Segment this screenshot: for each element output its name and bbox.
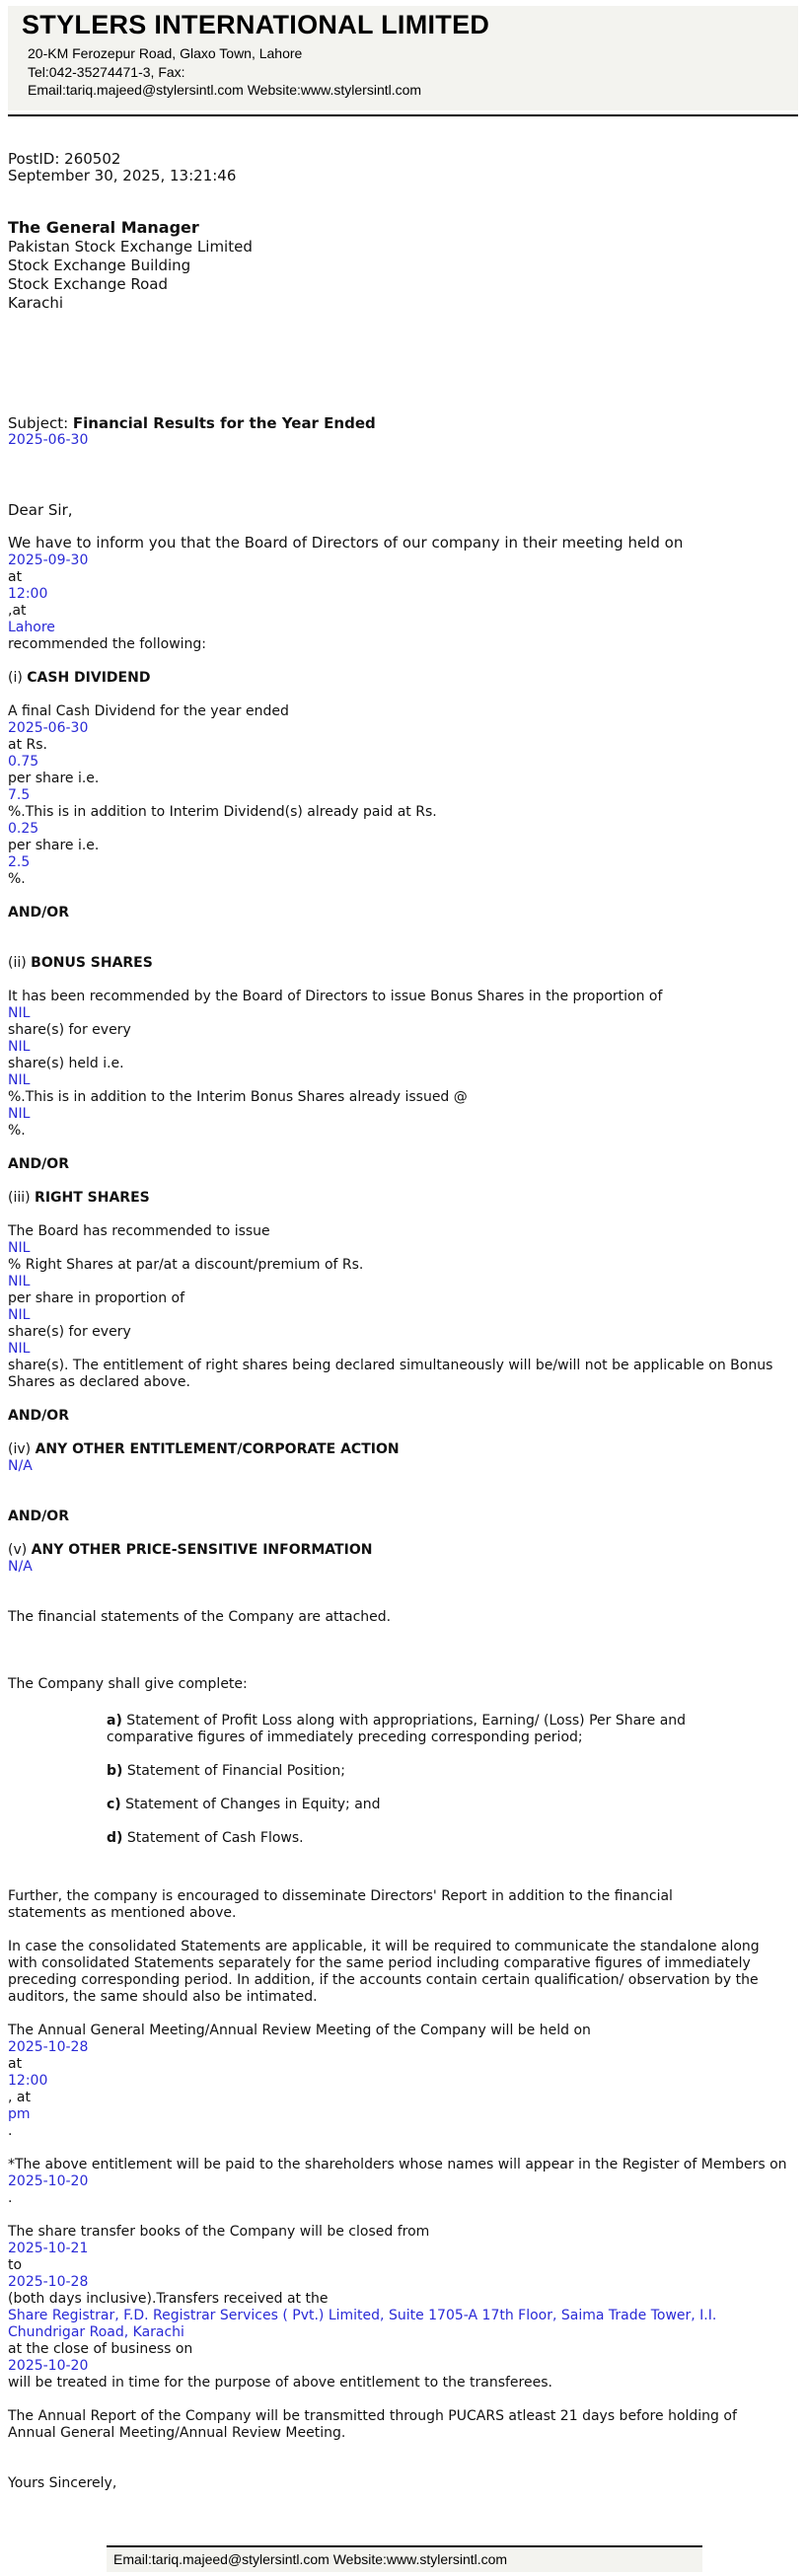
entitlement-date: 2025-10-20 xyxy=(8,2173,89,2189)
agm-place: pm xyxy=(8,2106,31,2122)
annual-report-paragraph: The Annual Report of the Company will be transmitted through PUCARS atleast 21 days before holding of Annual General Meeting/Annual Review Meeting. xyxy=(8,2408,737,2441)
closing-text: Yours Sincerely, xyxy=(8,2475,117,2491)
registrar-address: Chundrigar Road, Karachi xyxy=(8,2324,184,2340)
addressee-line: Karachi xyxy=(8,294,64,312)
agm-text: The Annual General Meeting/Annual Review Meeting of the Company will be held on xyxy=(8,2023,591,2038)
item-label: d) xyxy=(107,1830,123,1846)
subject-prefix: Subject: xyxy=(8,414,73,432)
consolidated-paragraph: In case the consolidated Statements are applicable, it will be required to communicate the standalone along with consolidated Statements separately for the same period including comparative figures of immediately preceding corresponding period. In addition, if the accounts contain certain qualification/ observation by the auditors, the same should also be intimated. xyxy=(8,1939,760,2005)
and-or-label: AND/OR xyxy=(8,1509,69,1524)
item-label: a) xyxy=(107,1713,122,1729)
company-phone: Tel:042-35274471-3, Fax: xyxy=(28,64,185,80)
bonus-value: NIL xyxy=(8,1106,31,1122)
item-text: Statement of Profit Loss along with appropriations, Earning/ (Loss) Per Share and comparative figures of immediately preceding corresponding period; xyxy=(107,1713,687,1745)
bonus-value: NIL xyxy=(8,1005,31,1021)
books-close-text: at the close of business on xyxy=(8,2341,193,2357)
recommended-text: recommended the following: xyxy=(8,636,207,652)
registrar-address: Share Registrar, F.D. Registrar Services ( Pvt.) Limited, Suite 1705-A 17th Floor, Saima Trade Tower, I.I. xyxy=(8,2308,717,2323)
cash-dividend-heading xyxy=(8,670,150,687)
section-number: (v) xyxy=(8,1542,32,1558)
price-sensitive-value: N/A xyxy=(8,1559,33,1575)
letterhead xyxy=(8,6,798,110)
section-number: (iv) xyxy=(8,1441,36,1457)
addressee-title: The General Manager xyxy=(8,218,199,237)
statement-item-a xyxy=(107,1713,768,1746)
agm-at: , at xyxy=(8,2090,31,2105)
section-title: BONUS SHARES xyxy=(31,955,153,971)
further-paragraph: Further, the company is encouraged to disseminate Directors' Report in addition to the financial statements as mentioned above. xyxy=(8,1888,673,1921)
section-title: ANY OTHER ENTITLEMENT/CORPORATE ACTION xyxy=(35,1441,400,1457)
statement-item-d xyxy=(107,1830,768,1847)
and-or-label: AND/OR xyxy=(8,1156,69,1172)
item-text: Statement of Changes in Equity; and xyxy=(120,1797,381,1812)
cash-pct-value: 7.5 xyxy=(8,787,31,803)
subject-title: Financial Results for the Year Ended xyxy=(72,414,376,432)
and-or-label: AND/OR xyxy=(8,905,69,920)
addressee-line: Pakistan Stock Exchange Limited xyxy=(8,238,253,256)
books-from-date: 2025-10-21 xyxy=(8,2241,89,2256)
give-complete-text: The Company shall give complete: xyxy=(8,1676,248,1692)
books-inclusive: (both days inclusive).Transfers received at the xyxy=(8,2291,329,2307)
right-value: NIL xyxy=(8,1274,31,1289)
right-line: Shares as declared above. xyxy=(8,1374,190,1390)
item-label: b) xyxy=(107,1763,123,1779)
section-number: (ii) xyxy=(8,955,32,971)
footer-contact: Email:tariq.majeed@stylersintl.com Website:www.stylersintl.com xyxy=(113,2551,508,2567)
cash-line: at Rs. xyxy=(8,737,47,753)
salutation: Dear Sir, xyxy=(8,501,73,519)
footer-divider xyxy=(107,2545,702,2547)
addressee-line: Stock Exchange Building xyxy=(8,257,191,274)
bonus-line: %. xyxy=(8,1123,26,1139)
statements-attached: The financial statements of the Company are attached. xyxy=(8,1609,392,1625)
books-close-date: 2025-10-20 xyxy=(8,2358,89,2374)
entitlement-text: *The above entitlement will be paid to the shareholders whose names will appear in the Register of Members on xyxy=(8,2157,787,2172)
entitlement-end: . xyxy=(8,2190,13,2206)
right-line: % Right Shares at par/at a discount/premium of Rs. xyxy=(8,1257,364,1273)
cash-line: A final Cash Dividend for the year ended xyxy=(8,703,289,719)
books-text: The share transfer books of the Company will be closed from xyxy=(8,2224,430,2240)
right-value: NIL xyxy=(8,1240,31,1256)
right-line: share(s). The entitlement of right shares being declared simultaneously will be/will not be applicable on Bonus xyxy=(8,1358,773,1373)
other-entitlement-value: N/A xyxy=(8,1458,33,1474)
meeting-time: 12:00 xyxy=(8,586,48,602)
cash-line: %.This is in addition to Interim Dividend(s) already paid at Rs. xyxy=(8,804,437,820)
agm-date: 2025-10-28 xyxy=(8,2039,89,2055)
books-treated-text: will be treated in time for the purpose of above entitlement to the transferees. xyxy=(8,2375,552,2391)
statement-item-c xyxy=(107,1797,768,1813)
subject-date: 2025-06-30 xyxy=(8,432,89,448)
bonus-line: share(s) for every xyxy=(8,1022,131,1038)
bonus-value: NIL xyxy=(8,1072,31,1088)
intro-text: We have to inform you that the Board of Directors of our company in their meeting held on xyxy=(8,534,684,552)
item-text: Statement of Cash Flows. xyxy=(122,1830,304,1846)
company-name: STYLERS INTERNATIONAL LIMITED xyxy=(22,10,490,39)
bonus-line: %.This is in addition to the Interim Bonus Shares already issued @ xyxy=(8,1089,468,1105)
meeting-place: Lahore xyxy=(8,620,55,635)
cash-year-end: 2025-06-30 xyxy=(8,720,89,736)
meeting-date: 2025-09-30 xyxy=(8,552,89,568)
right-shares-heading xyxy=(8,1190,150,1207)
books-to-date: 2025-10-28 xyxy=(8,2274,89,2290)
company-contact: Email:tariq.majeed@stylersintl.com Website:www.stylersintl.com xyxy=(28,82,422,98)
company-address: 20-KM Ferozepur Road, Glaxo Town, Lahore xyxy=(28,45,303,61)
bonus-line: It has been recommended by the Board of Directors to issue Bonus Shares in the proportion of xyxy=(8,989,663,1004)
post-datetime: September 30, 2025, 13:21:46 xyxy=(8,167,237,184)
agm-time: 12:00 xyxy=(8,2073,48,2089)
post-id: PostID: 260502 xyxy=(8,150,121,168)
price-sensitive-heading xyxy=(8,1542,372,1559)
cash-line: %. xyxy=(8,871,26,887)
section-title: CASH DIVIDEND xyxy=(27,670,151,686)
agm-end: . xyxy=(8,2123,13,2139)
cash-rs-value: 0.75 xyxy=(8,754,39,770)
right-line: per share in proportion of xyxy=(8,1290,185,1306)
right-line: share(s) for every xyxy=(8,1324,131,1340)
agm-at: at xyxy=(8,2056,23,2072)
at-text: at xyxy=(8,569,23,585)
right-value: NIL xyxy=(8,1341,31,1357)
cash-interim-pct: 2.5 xyxy=(8,854,31,870)
right-line: The Board has recommended to issue xyxy=(8,1223,270,1239)
section-title: ANY OTHER PRICE-SENSITIVE INFORMATION xyxy=(31,1542,373,1558)
statement-item-b xyxy=(107,1763,768,1780)
other-entitlement-heading xyxy=(8,1441,400,1458)
item-text: Statement of Financial Position; xyxy=(122,1763,345,1779)
and-or-label: AND/OR xyxy=(8,1408,69,1424)
cash-line: per share i.e. xyxy=(8,838,100,853)
cash-line: per share i.e. xyxy=(8,771,100,786)
item-label: c) xyxy=(107,1797,121,1812)
header-divider xyxy=(8,114,798,116)
books-to: to xyxy=(8,2257,23,2273)
section-title: RIGHT SHARES xyxy=(35,1190,150,1206)
bonus-shares-heading xyxy=(8,955,153,972)
bonus-value: NIL xyxy=(8,1039,31,1055)
subject-line xyxy=(8,414,376,432)
cash-interim-rs: 0.25 xyxy=(8,821,39,837)
at-text: ,at xyxy=(8,603,27,619)
addressee-line: Stock Exchange Road xyxy=(8,275,168,293)
section-number: (i) xyxy=(8,670,28,686)
right-value: NIL xyxy=(8,1307,31,1323)
section-number: (iii) xyxy=(8,1190,36,1206)
bonus-line: share(s) held i.e. xyxy=(8,1056,124,1071)
